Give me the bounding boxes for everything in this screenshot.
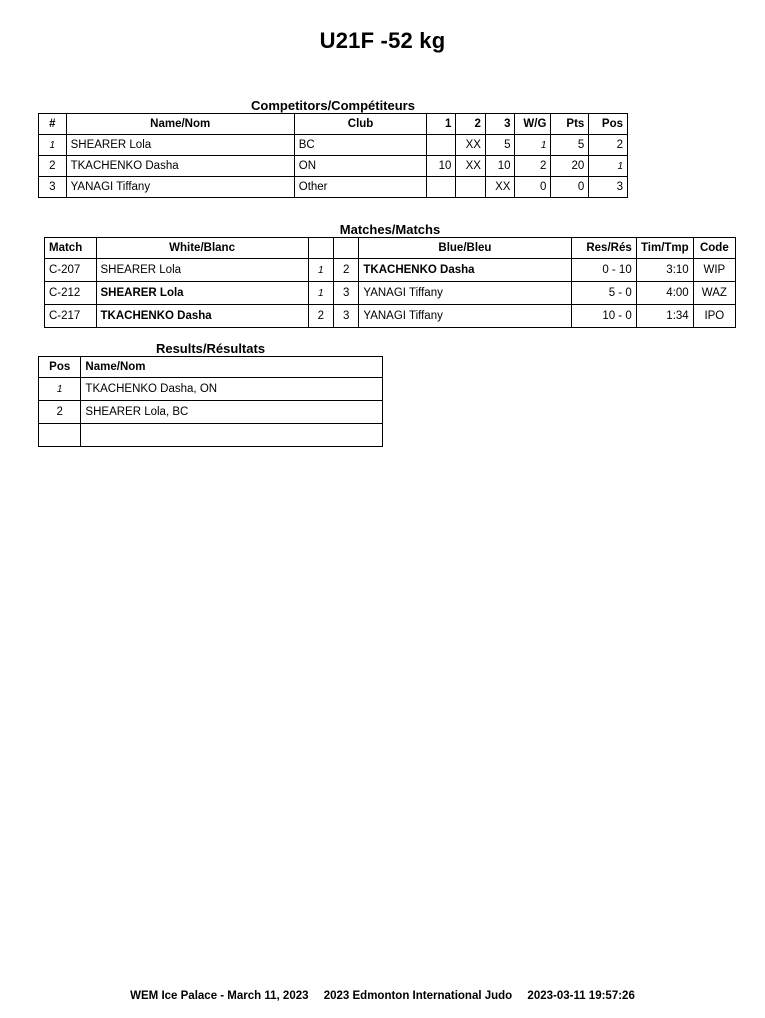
table-header-row [39, 357, 383, 378]
column-header-num: # [39, 114, 67, 135]
competitor-name: YANAGI Tiffany [66, 177, 294, 198]
match-white-name: SHEARER Lola [96, 282, 308, 305]
competitor-round-2: XX [456, 156, 486, 177]
table-header-row [39, 114, 628, 135]
match-blue-name: TKACHENKO Dasha [359, 259, 571, 282]
table-row [39, 378, 383, 401]
match-time: 3:10 [636, 259, 693, 282]
table-row [39, 424, 383, 447]
column-header-pos: Pos [589, 114, 628, 135]
column-header-wg: W/G [515, 114, 551, 135]
match-id: C-217 [45, 305, 97, 328]
match-code: WIP [693, 259, 735, 282]
match-blue-name: YANAGI Tiffany [359, 305, 571, 328]
column-header-blue-num [334, 238, 359, 259]
table-header-row [45, 238, 736, 259]
results-section [38, 341, 383, 447]
column-header-white: White/Blanc [96, 238, 308, 259]
footer-generated: 2023-03-11 19:57:26 [527, 990, 635, 1002]
match-white-num: 1 [308, 259, 333, 282]
result-name: SHEARER Lola, BC [81, 401, 383, 424]
competitor-num: 1 [39, 135, 67, 156]
table-row [45, 259, 736, 282]
competitor-round-2: XX [456, 135, 486, 156]
competitor-pts: 5 [551, 135, 589, 156]
competitor-round-3: XX [485, 177, 515, 198]
match-result: 5 - 0 [571, 282, 636, 305]
column-header-name: Name/Nom [81, 357, 383, 378]
column-header-round-1: 1 [427, 114, 456, 135]
match-blue-num: 2 [334, 259, 359, 282]
competitor-round-3: 5 [485, 135, 515, 156]
match-time: 1:34 [636, 305, 693, 328]
column-header-res: Res/Rés [571, 238, 636, 259]
match-blue-num: 3 [334, 305, 359, 328]
competitors-heading: Competitors/Compétiteurs [251, 98, 415, 113]
column-header-pts: Pts [551, 114, 589, 135]
competitor-pos: 1 [589, 156, 628, 177]
table-row [45, 305, 736, 328]
competitor-pos: 3 [589, 177, 628, 198]
competitor-club: ON [294, 156, 427, 177]
competitor-name: TKACHENKO Dasha [66, 156, 294, 177]
competitor-round-1: 10 [427, 156, 456, 177]
result-pos: 1 [39, 378, 81, 401]
competitor-num: 3 [39, 177, 67, 198]
competitor-round-3: 10 [485, 156, 515, 177]
competitor-round-2 [456, 177, 486, 198]
match-result: 10 - 0 [571, 305, 636, 328]
table-row [45, 282, 736, 305]
table-row [39, 401, 383, 424]
matches-heading: Matches/Matchs [339, 222, 441, 237]
footer [0, 990, 765, 1002]
competitor-club: Other [294, 177, 427, 198]
match-blue-num: 3 [334, 282, 359, 305]
competitors-section [38, 98, 628, 198]
competitor-round-1 [427, 135, 456, 156]
competitor-wg: 2 [515, 156, 551, 177]
match-id: C-207 [45, 259, 97, 282]
column-header-club: Club [294, 114, 427, 135]
result-name [81, 424, 383, 447]
footer-event: 2023 Edmonton International Judo [323, 990, 513, 1002]
column-header-pos: Pos [39, 357, 81, 378]
column-header-match: Match [45, 238, 97, 259]
matches-table [44, 237, 736, 328]
competitor-round-1 [427, 177, 456, 198]
match-code: WAZ [693, 282, 735, 305]
match-blue-name: YANAGI Tiffany [359, 282, 571, 305]
column-header-round-3: 3 [485, 114, 515, 135]
column-header-name: Name/Nom [66, 114, 294, 135]
footer-venue: WEM Ice Palace - March 11, 2023 [130, 990, 309, 1002]
results-heading: Results/Résultats [155, 341, 266, 356]
table-row [39, 177, 628, 198]
competitor-wg: 1 [515, 135, 551, 156]
match-white-name: TKACHENKO Dasha [96, 305, 308, 328]
competitor-club: BC [294, 135, 427, 156]
match-result: 0 - 10 [571, 259, 636, 282]
column-header-blue: Blue/Bleu [359, 238, 571, 259]
competitors-table [38, 113, 628, 198]
match-white-name: SHEARER Lola [96, 259, 308, 282]
column-header-round-2: 2 [456, 114, 486, 135]
column-header-tim: Tim/Tmp [636, 238, 693, 259]
match-white-num: 2 [308, 305, 333, 328]
match-id: C-212 [45, 282, 97, 305]
table-row [39, 156, 628, 177]
column-header-code: Code [693, 238, 735, 259]
match-white-num: 1 [308, 282, 333, 305]
match-time: 4:00 [636, 282, 693, 305]
result-pos: 2 [39, 401, 81, 424]
competitor-pts: 20 [551, 156, 589, 177]
table-row [39, 135, 628, 156]
competitor-num: 2 [39, 156, 67, 177]
competitor-pos: 2 [589, 135, 628, 156]
competitor-name: SHEARER Lola [66, 135, 294, 156]
competitor-pts: 0 [551, 177, 589, 198]
competitor-wg: 0 [515, 177, 551, 198]
matches-section [44, 222, 736, 328]
page-title: U21F -52 kg [319, 28, 446, 53]
column-header-white-num [308, 238, 333, 259]
match-code: IPO [693, 305, 735, 328]
result-pos [39, 424, 81, 447]
result-name: TKACHENKO Dasha, ON [81, 378, 383, 401]
results-table [38, 356, 383, 447]
